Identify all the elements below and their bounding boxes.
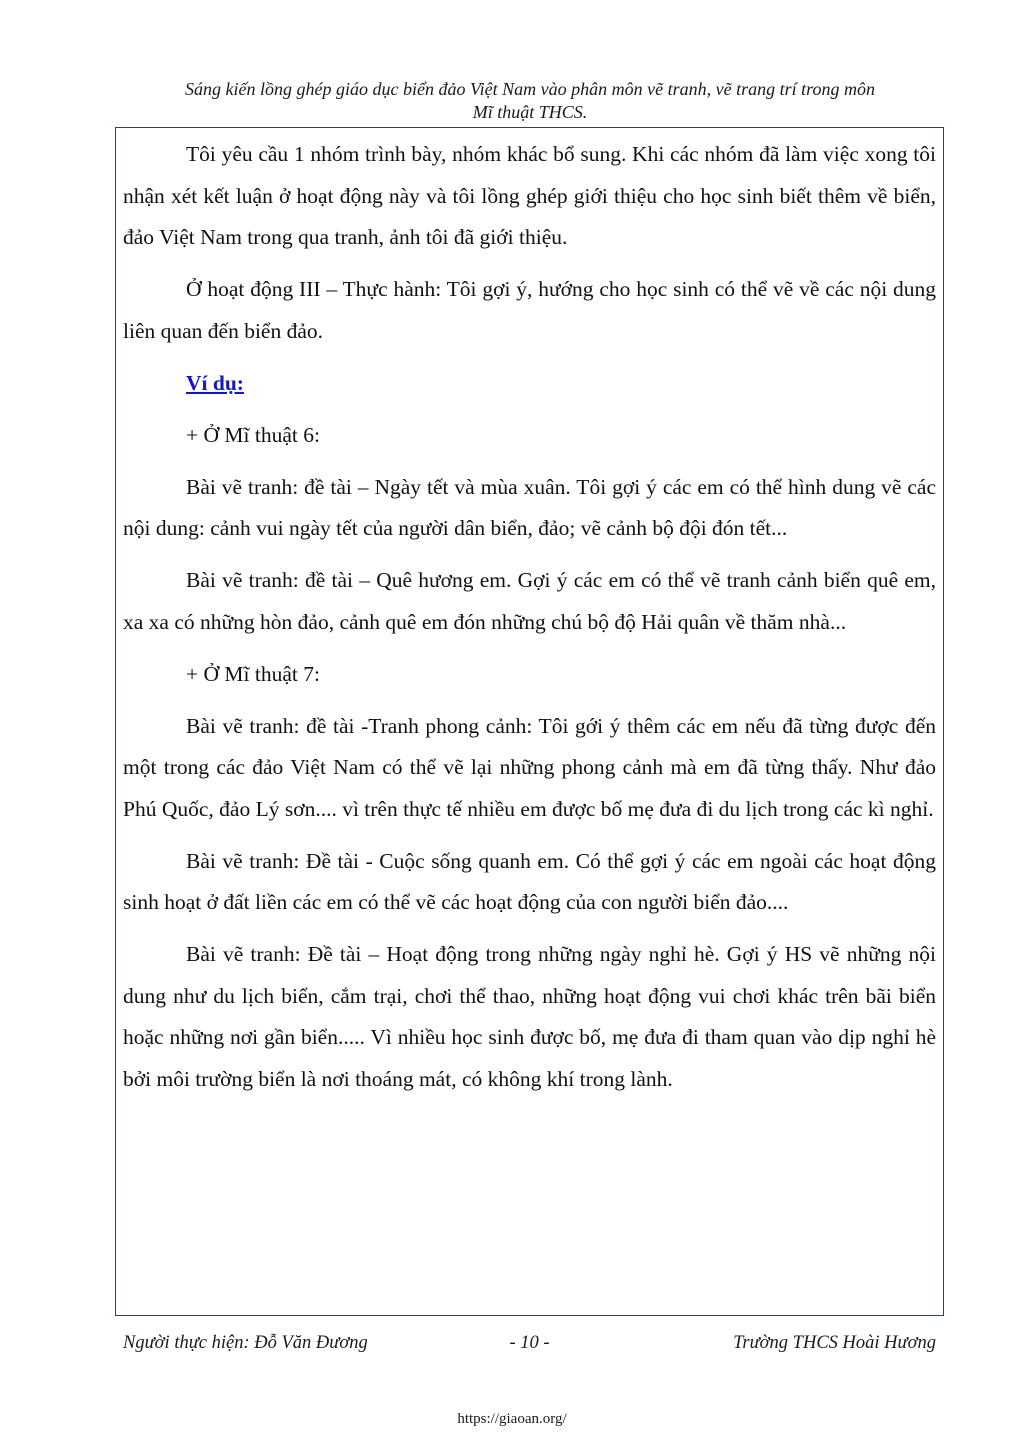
source-url: https://giaoan.org/ — [457, 1411, 567, 1427]
paragraph-homeland-topic: Bài vẽ tranh: đề tài – Quê hương em. Gợi ý các em có thể vẽ tranh cảnh biển quê em, xa xa có những hòn đảo, cảnh quê em đón những chú bộ độ Hải quân về thăm nhà... — [123, 568, 936, 634]
document-body — [123, 134, 936, 1111]
paragraph-group-presentation: Tôi yêu cầu 1 nhóm trình bày, nhóm khác bổ sung. Khi các nhóm đã làm việc xong tôi nhận xét kết luận ở hoạt động này và tôi lồng ghép giới thiệu cho học sinh biết thêm về biển, đảo Việt Nam trong qua tranh, ảnh tôi đã giới thiệu. — [123, 142, 936, 249]
page-header — [100, 78, 960, 124]
page-footer — [123, 1330, 936, 1356]
paragraph-practice-activity: Ở hoạt động III – Thực hành: Tôi gợi ý, hướng cho học sinh có thể vẽ về các nội dung liên quan đến biển đảo. — [123, 277, 936, 343]
paragraph-summer-topic: Bài vẽ tranh: Đề tài – Hoạt động trong những ngày nghỉ hè. Gợi ý HS vẽ những nội dung như du lịch biển, cắm trại, chơi thể thao, những hoạt động vui chơi khác trên bãi biển hoặc những nơi gần biển..... Vì nhiều học sinh được bố, mẹ đưa đi tham quan vào dịp nghỉ hè bởi môi trường biển là nơi thoáng mát, có không khí trong lành. — [123, 942, 936, 1091]
paragraph-tet-topic: Bài vẽ tranh: đề tài – Ngày tết và mùa xuân. Tôi gợi ý các em có thể hình dung vẽ các nội dung: cảnh vui ngày tết của người dân biển, đảo; vẽ cảnh bộ đội đón tết... — [123, 474, 936, 540]
footer-page-number: - 10 - — [509, 1333, 550, 1353]
paragraph-life-around-topic: Bài vẽ tranh: Đề tài - Cuộc sống quanh em. Có thể gợi ý các em ngoài các hoạt động sinh hoạt ở đất liền các em có thể vẽ các hoạt động của con người biển đảo.... — [123, 848, 936, 914]
footer-school: Trường THCS Hoài Hương — [733, 1333, 936, 1353]
header-line-2: Mĩ thuật THCS. — [472, 102, 588, 122]
example-heading: Ví dụ: — [186, 370, 244, 395]
footer-author: Người thực hiện: Đỗ Văn Đương — [123, 1333, 368, 1353]
header-line-1: Sáng kiến lồng ghép giáo dục biển đảo Việt Nam vào phân môn vẽ tranh, vẽ trang trí trong môn — [185, 79, 875, 99]
grade-6-heading: + Ở Mĩ thuật 6: — [186, 422, 320, 447]
grade-7-heading: + Ở Mĩ thuật 7: — [186, 661, 320, 686]
paragraph-landscape-topic: Bài vẽ tranh: đề tài -Tranh phong cảnh: Tôi gới ý thêm các em nếu đã từng được đến một trong các đảo Việt Nam có thể vẽ lại những phong cảnh mà em đã từng thấy. Như đảo Phú Quốc, đảo Lý sơn.... vì trên thực tế nhiều em được bố mẹ đưa đi du lịch trong các kì nghỉ. — [123, 713, 936, 821]
